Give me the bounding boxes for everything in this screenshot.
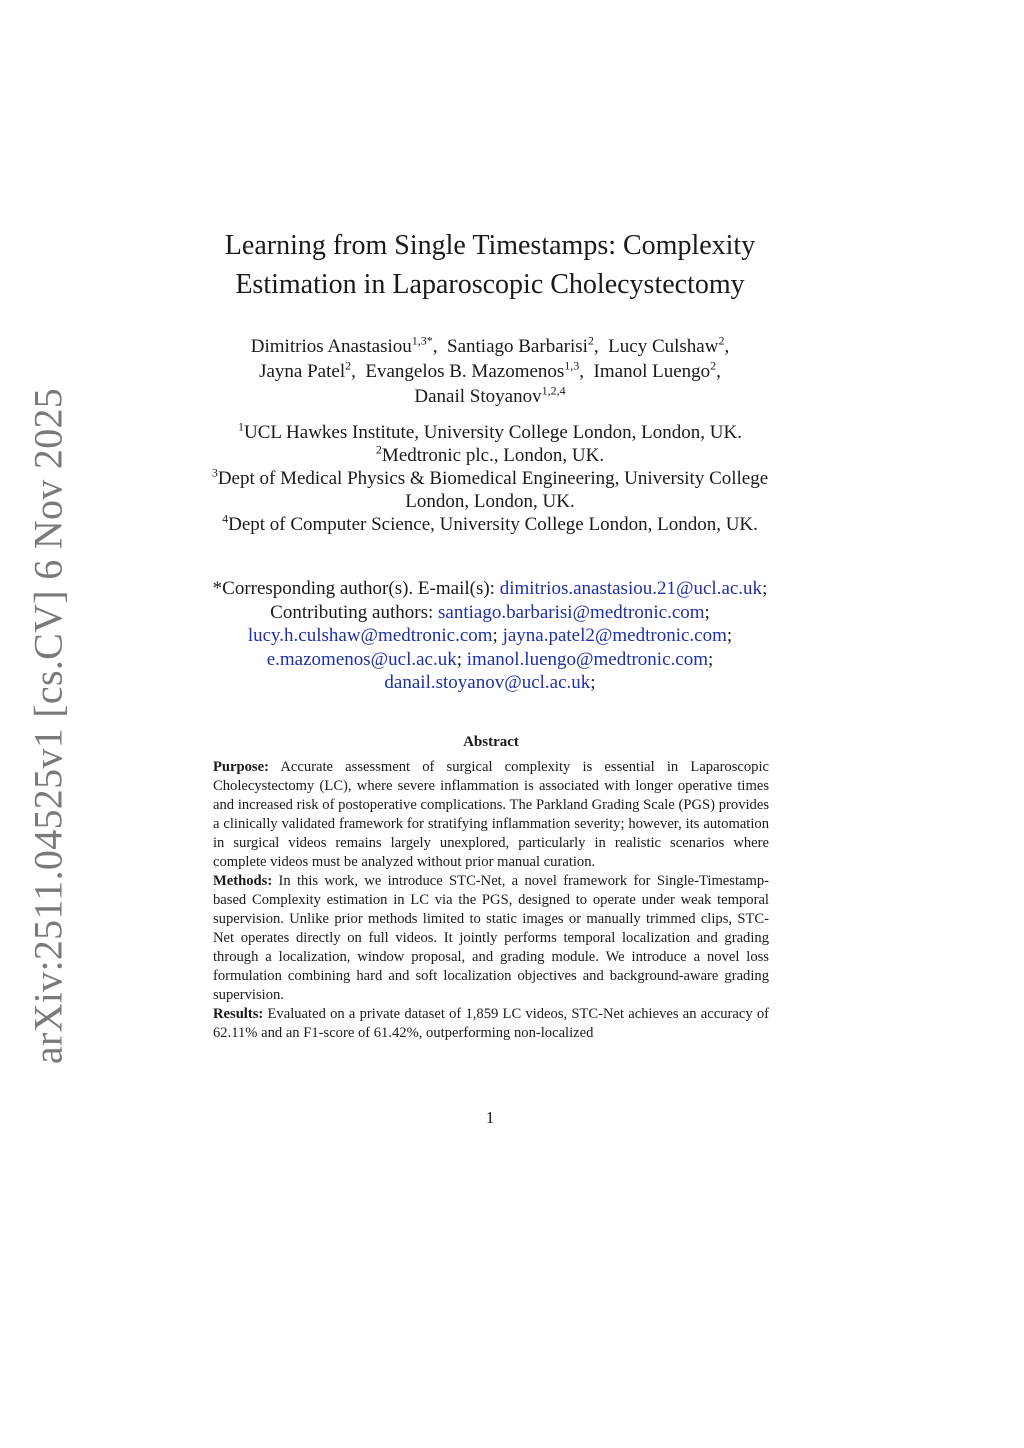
affiliation-3: $^3$Dept of Medical Physics & Biomedical Engineering, University College (211, 465, 769, 489)
affiliation-4: $^4$Dept of Computer Science, University College London, London, UK. (222, 511, 758, 535)
email-link-mazomenos[interactable]: e.mazomenos@ucl.ac.uk (266, 648, 457, 670)
contact-block (170, 577, 810, 695)
corresponding-author-line: *Corresponding author(s). E-mail(s): dimitrios.anastasiou.21@ucl.ac.uk; (212, 578, 768, 599)
methods-text: In this work, we introduce STC-Net, a novel framework for Single-Timestamp-based Complexity estimation in LC via the PGS, designed to operate under weak temporal supervision. Unlike prior methods limited to static images or manually trimmed clips, STC-Net operates directly on full videos. It jointly performs temporal localization and grading through a localization, window proposal, and grading module. We introduce a novel loss formulation combining hard and soft localization objectives and background-aware grading supervision. (213, 873, 769, 1003)
author-stoyanov: Danail Stoyanov$^{1,2,4}$ (414, 383, 566, 407)
abstract-results-paragraph (213, 1005, 769, 1043)
author-list (170, 334, 810, 409)
contact-line-3: lucy.h.culshaw@medtronic.com; jayna.patel2@medtronic.com; (247, 625, 733, 646)
abstract-body (213, 758, 769, 1043)
title-line-1: Learning from Single Timestamps: Complexity (224, 230, 756, 261)
page-number: 1 (485, 1108, 495, 1127)
email-link-barbarisi[interactable]: santiago.barbarisi@medtronic.com (438, 601, 705, 623)
email-link-patel[interactable]: jayna.patel2@medtronic.com (502, 625, 727, 646)
results-text: Evaluated on a private dataset of 1,859 LC videos, STC-Net achieves an accuracy of 62.11% and an F1-score of 61.42%, outperforming non-localized (213, 1006, 769, 1041)
abstract-methods-paragraph (213, 872, 769, 1005)
abstract-heading: Abstract (463, 734, 519, 750)
arxiv-identifier-stamp: arXiv:2511.04525v1 [cs.CV] 6 Nov 2025 (25, 387, 71, 1065)
affiliation-2: $^2$Medtronic plc., London, UK. (375, 442, 605, 466)
email-link-stoyanov[interactable]: danail.stoyanov@ucl.ac.uk (384, 672, 591, 693)
affiliation-1: $^1$UCL Hawkes Institute, University College London, London, UK. (238, 419, 742, 443)
contact-line-5: danail.stoyanov@ucl.ac.uk; (384, 672, 596, 693)
affiliation-3-continued: London, London, UK. (405, 491, 575, 512)
contributing-authors-line: Contributing authors: santiago.barbarisi@medtronic.com; (270, 601, 710, 623)
abstract-purpose-paragraph (213, 758, 769, 872)
methods-label: Methods: (213, 873, 273, 889)
author-line-3 (170, 384, 810, 409)
author-line-1: Dimitrios Anastasiou$^{1,3*}$, Santiago Barbarisi$^2$, Lucy Culshaw$^2$, (250, 333, 730, 357)
author-mazomenos: Evangelos B. Mazomenos$^{1,3}$ (365, 358, 580, 382)
author-line-2: Jayna Patel$^2$, Evangelos B. Mazomenos$^{1,3}$, Imanol Luengo$^2$, (259, 358, 721, 382)
email-link-anastasiou[interactable]: dimitrios.anastasiou.21@ucl.ac.uk (499, 578, 763, 599)
author-luengo: Imanol Luengo$^2$ (593, 358, 717, 382)
title-line-2: Estimation in Laparoscopic Cholecystectomy (235, 269, 745, 300)
email-link-luengo[interactable]: imanol.luengo@medtronic.com (466, 648, 708, 670)
author-patel: Jayna Patel$^2$ (259, 358, 352, 382)
email-link-culshaw[interactable]: lucy.h.culshaw@medtronic.com (247, 625, 493, 646)
affiliation-list (170, 421, 810, 536)
author-anastasiou: Dimitrios Anastasiou$^{1,3*}$ (250, 333, 433, 357)
contact-line-4: e.mazomenos@ucl.ac.uk; imanol.luengo@medtronic.com; (266, 648, 714, 670)
purpose-label: Purpose: (213, 759, 269, 775)
author-barbarisi: Santiago Barbarisi$^2$ (447, 333, 594, 357)
purpose-text: Accurate assessment of surgical complexity is essential in Laparoscopic Cholecystectomy (LC), where severe inflammation is associated with longer operative times and increased risk of postoperative complications. The Parkland Grading Scale (PGS) provides a clinically validated framework for stratifying inflammation severity; however, its automation in surgical videos remains largely unexplored, particularly in realistic scenarios where complete videos must be analyzed without prior manual curation. (213, 759, 770, 870)
paper-title (190, 226, 790, 304)
author-culshaw: Lucy Culshaw$^2$ (608, 333, 725, 357)
results-label: Results: (213, 1006, 264, 1022)
